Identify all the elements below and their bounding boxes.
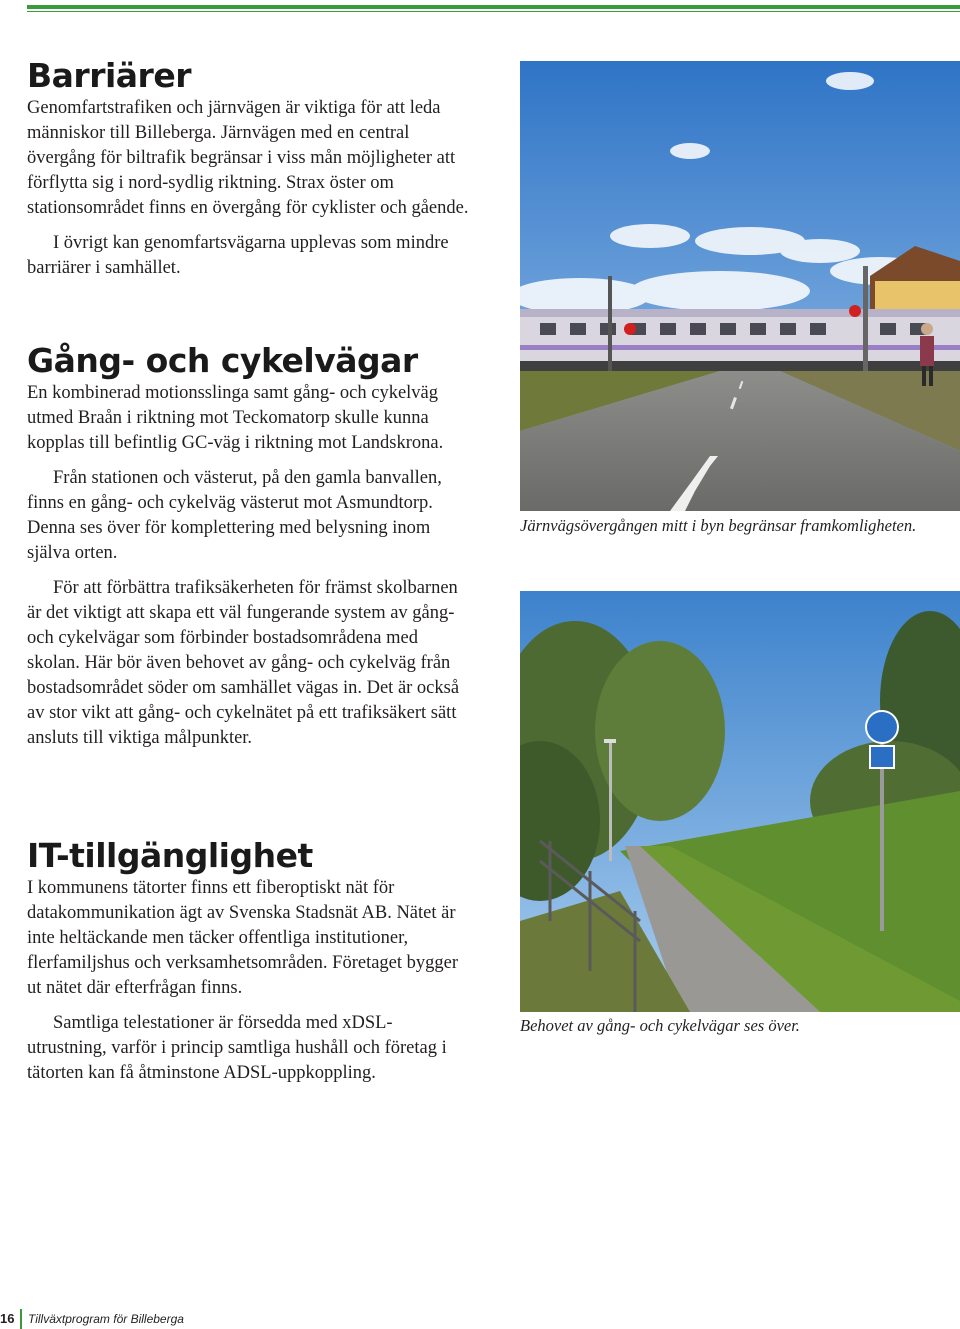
section-it	[27, 836, 472, 1086]
caption-railway: Järnvägsövergången mitt i byn begränsar framkomligheten.	[520, 516, 917, 535]
paragraph: En kombinerad motionsslinga samt gång- och cykelväg utmed Braån i riktning mot Teckomatorp skulle kunna kopplas till befintlig GC-väg i riktning mot Landskrona.	[27, 383, 444, 453]
railway-crossing-illustration	[520, 61, 960, 511]
page-footer	[0, 1309, 400, 1329]
paragraph: För att förbättra trafiksäkerheten för främst skolbarnen är det viktigt att skapa ett väl fungerande system av gång- och cykelvägar som förbinder bostadsområdena med skolan. Här bör även behovet av gång- och cykelväg från bostadsområdet söder om samhället vägas in. Det är också av stor vikt att gång- och cykelnätet på ett trafiksäkert sätt ansluts till viktiga målpunkter.	[27, 578, 460, 748]
footer-divider	[20, 1309, 22, 1329]
photo-cycle-path	[520, 591, 960, 1012]
paragraph: Samtliga telestationer är försedda med xDSL-utrustning, varför i princip samtliga hushåll och företag i tätorten kan få åtminstone ADSL-uppkoppling.	[27, 1013, 447, 1083]
header-rule-thin	[27, 11, 960, 12]
heading-barriarer: Barriärer	[27, 56, 191, 95]
paragraph: I övrigt kan genomfartsvägarna upplevas som mindre barriärer i samhället.	[27, 233, 449, 278]
heading-it: IT-tillgänglighet	[27, 836, 313, 875]
caption-path: Behovet av gång- och cykelvägar ses över.	[520, 1016, 800, 1035]
cycle-path-illustration	[520, 591, 960, 1012]
page-number: 16	[0, 1311, 15, 1326]
footer-title: Tillväxtprogram för Billeberga	[28, 1312, 184, 1326]
paragraph: I kommunens tätorter finns ett fiberoptiskt nät för datakommunikation ägt av Svenska Stadsnät AB. Nätet är inte heltäckande men täcker offentliga institutioner, flerfamiljshus och verksamhetsområden. Företaget bygger ut nätet där efterfrågan finns.	[27, 878, 459, 998]
heading-gang-cykel: Gång- och cykelvägar	[27, 341, 418, 380]
paragraph: Från stationen och västerut, på den gamla banvallen, finns en gång- och cykelväg västerut mot Asmundtorp. Denna ses över för komplettering med belysning inom själva orten.	[27, 468, 442, 563]
header-rule	[27, 5, 960, 9]
section-barriarer	[27, 56, 472, 281]
section-gang-cykel	[27, 341, 472, 751]
photo-railway-crossing	[520, 61, 960, 511]
paragraph: Genomfartstrafiken och järnvägen är viktiga för att leda människor till Billeberga. Järnvägen med en central övergång för biltrafik begränsar i viss mån möjligheter att förflytta sig i nord-sydlig riktning. Strax öster om stationsområdet finns en övergång för cyklister och gående.	[27, 98, 469, 218]
